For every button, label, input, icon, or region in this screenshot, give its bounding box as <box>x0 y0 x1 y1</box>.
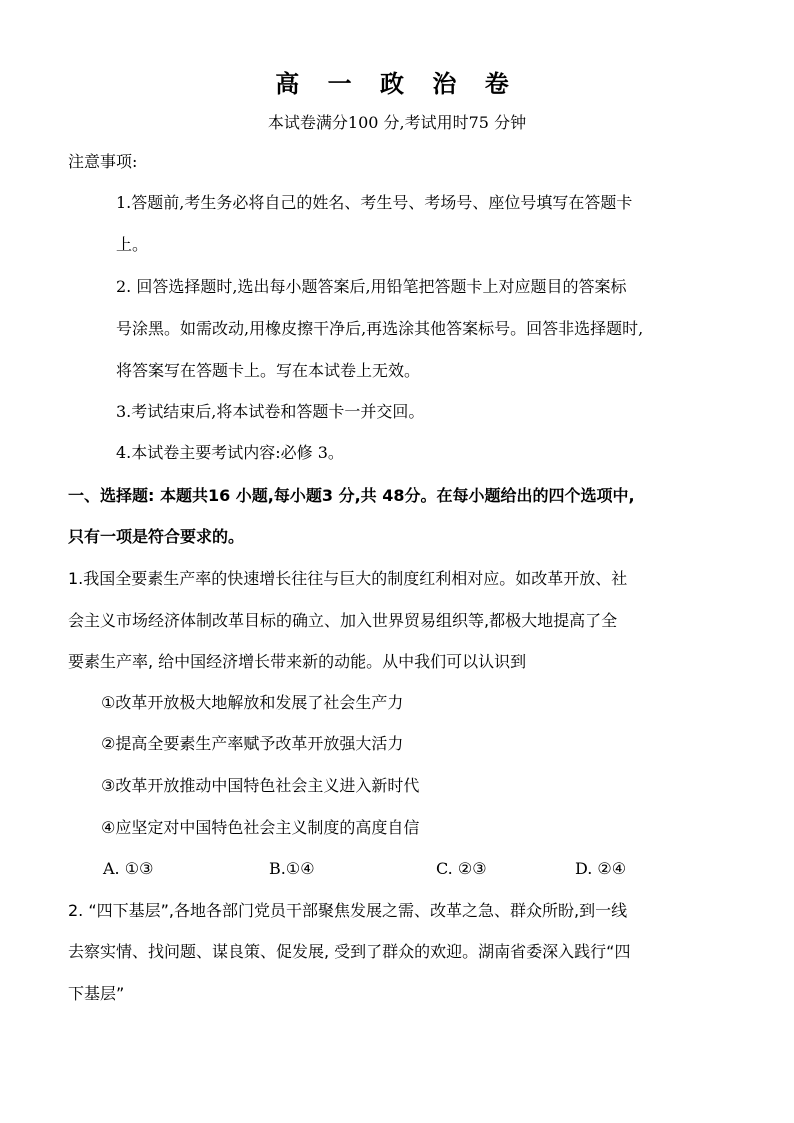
page-title: 高 一 政 治 卷 <box>275 70 519 98</box>
statement-item: ④应坚定对中国特色社会主义制度的高度自信 <box>101 818 420 837</box>
section-heading: 一、选择题: 本题共16 小题,每小题3 分,共 48分。在每小题给出的四个选项中, <box>68 486 635 505</box>
question-2-text: 去察实情、找问题、谋良策、促发展, 受到了群众的欢迎。湖南省委深入践行“四 <box>68 942 631 961</box>
option-d: D. ②④ <box>575 859 627 878</box>
notice-line: 号涂黑。如需改动,用橡皮擦干净后,再选涂其他答案标号。回答非选择题时, <box>116 319 644 338</box>
statement-item: ③改革开放推动中国特色社会主义进入新时代 <box>101 776 420 795</box>
notice-line: 上。 <box>116 235 149 254</box>
notice-line: 3.考试结束后,将本试卷和答题卡一并交回。 <box>116 402 425 421</box>
option-c: C. ②③ <box>436 859 487 878</box>
question-1-text: 1.我国全要素生产率的快速增长往往与巨大的制度红利相对应。如改革开放、社 <box>68 569 628 588</box>
option-a: A. ①③ <box>103 859 154 878</box>
section-heading-cont: 只有一项是符合要求的。 <box>68 527 245 546</box>
notice-line: 将答案写在答题卡上。写在本试卷上无效。 <box>116 361 421 380</box>
option-b: B.①④ <box>269 859 315 878</box>
exam-subtitle: 本试卷满分100 分,考试用时75 分钟 <box>267 113 527 132</box>
question-2-text: 2. “四下基层”,各地各部门党员干部聚焦发展之需、改革之急、群众所盼,到一线 <box>68 901 628 920</box>
question-1-text: 会主义市场经济体制改革目标的确立、加入世界贸易组织等,都极大地提高了全 <box>68 611 618 630</box>
notice-line: 4.本试卷主要考试内容:必修 3。 <box>116 443 344 462</box>
statement-item: ②提高全要素生产率赋予改革开放强大活力 <box>101 734 404 753</box>
question-1-text: 要素生产率, 给中国经济增长带来新的动能。从中我们可以认识到 <box>68 652 527 671</box>
notice-line: 1.答题前,考生务必将自己的姓名、考生号、考场号、座位号填写在答题卡 <box>116 193 633 212</box>
question-2-text: 下基层” <box>68 984 125 1003</box>
statement-item: ①改革开放极大地解放和发展了社会生产力 <box>101 693 404 712</box>
notice-line: 2. 回答选择题时,选出每小题答案后,用铅笔把答题卡上对应题目的答案标 <box>116 277 627 296</box>
notice-heading: 注意事项: <box>68 152 138 171</box>
